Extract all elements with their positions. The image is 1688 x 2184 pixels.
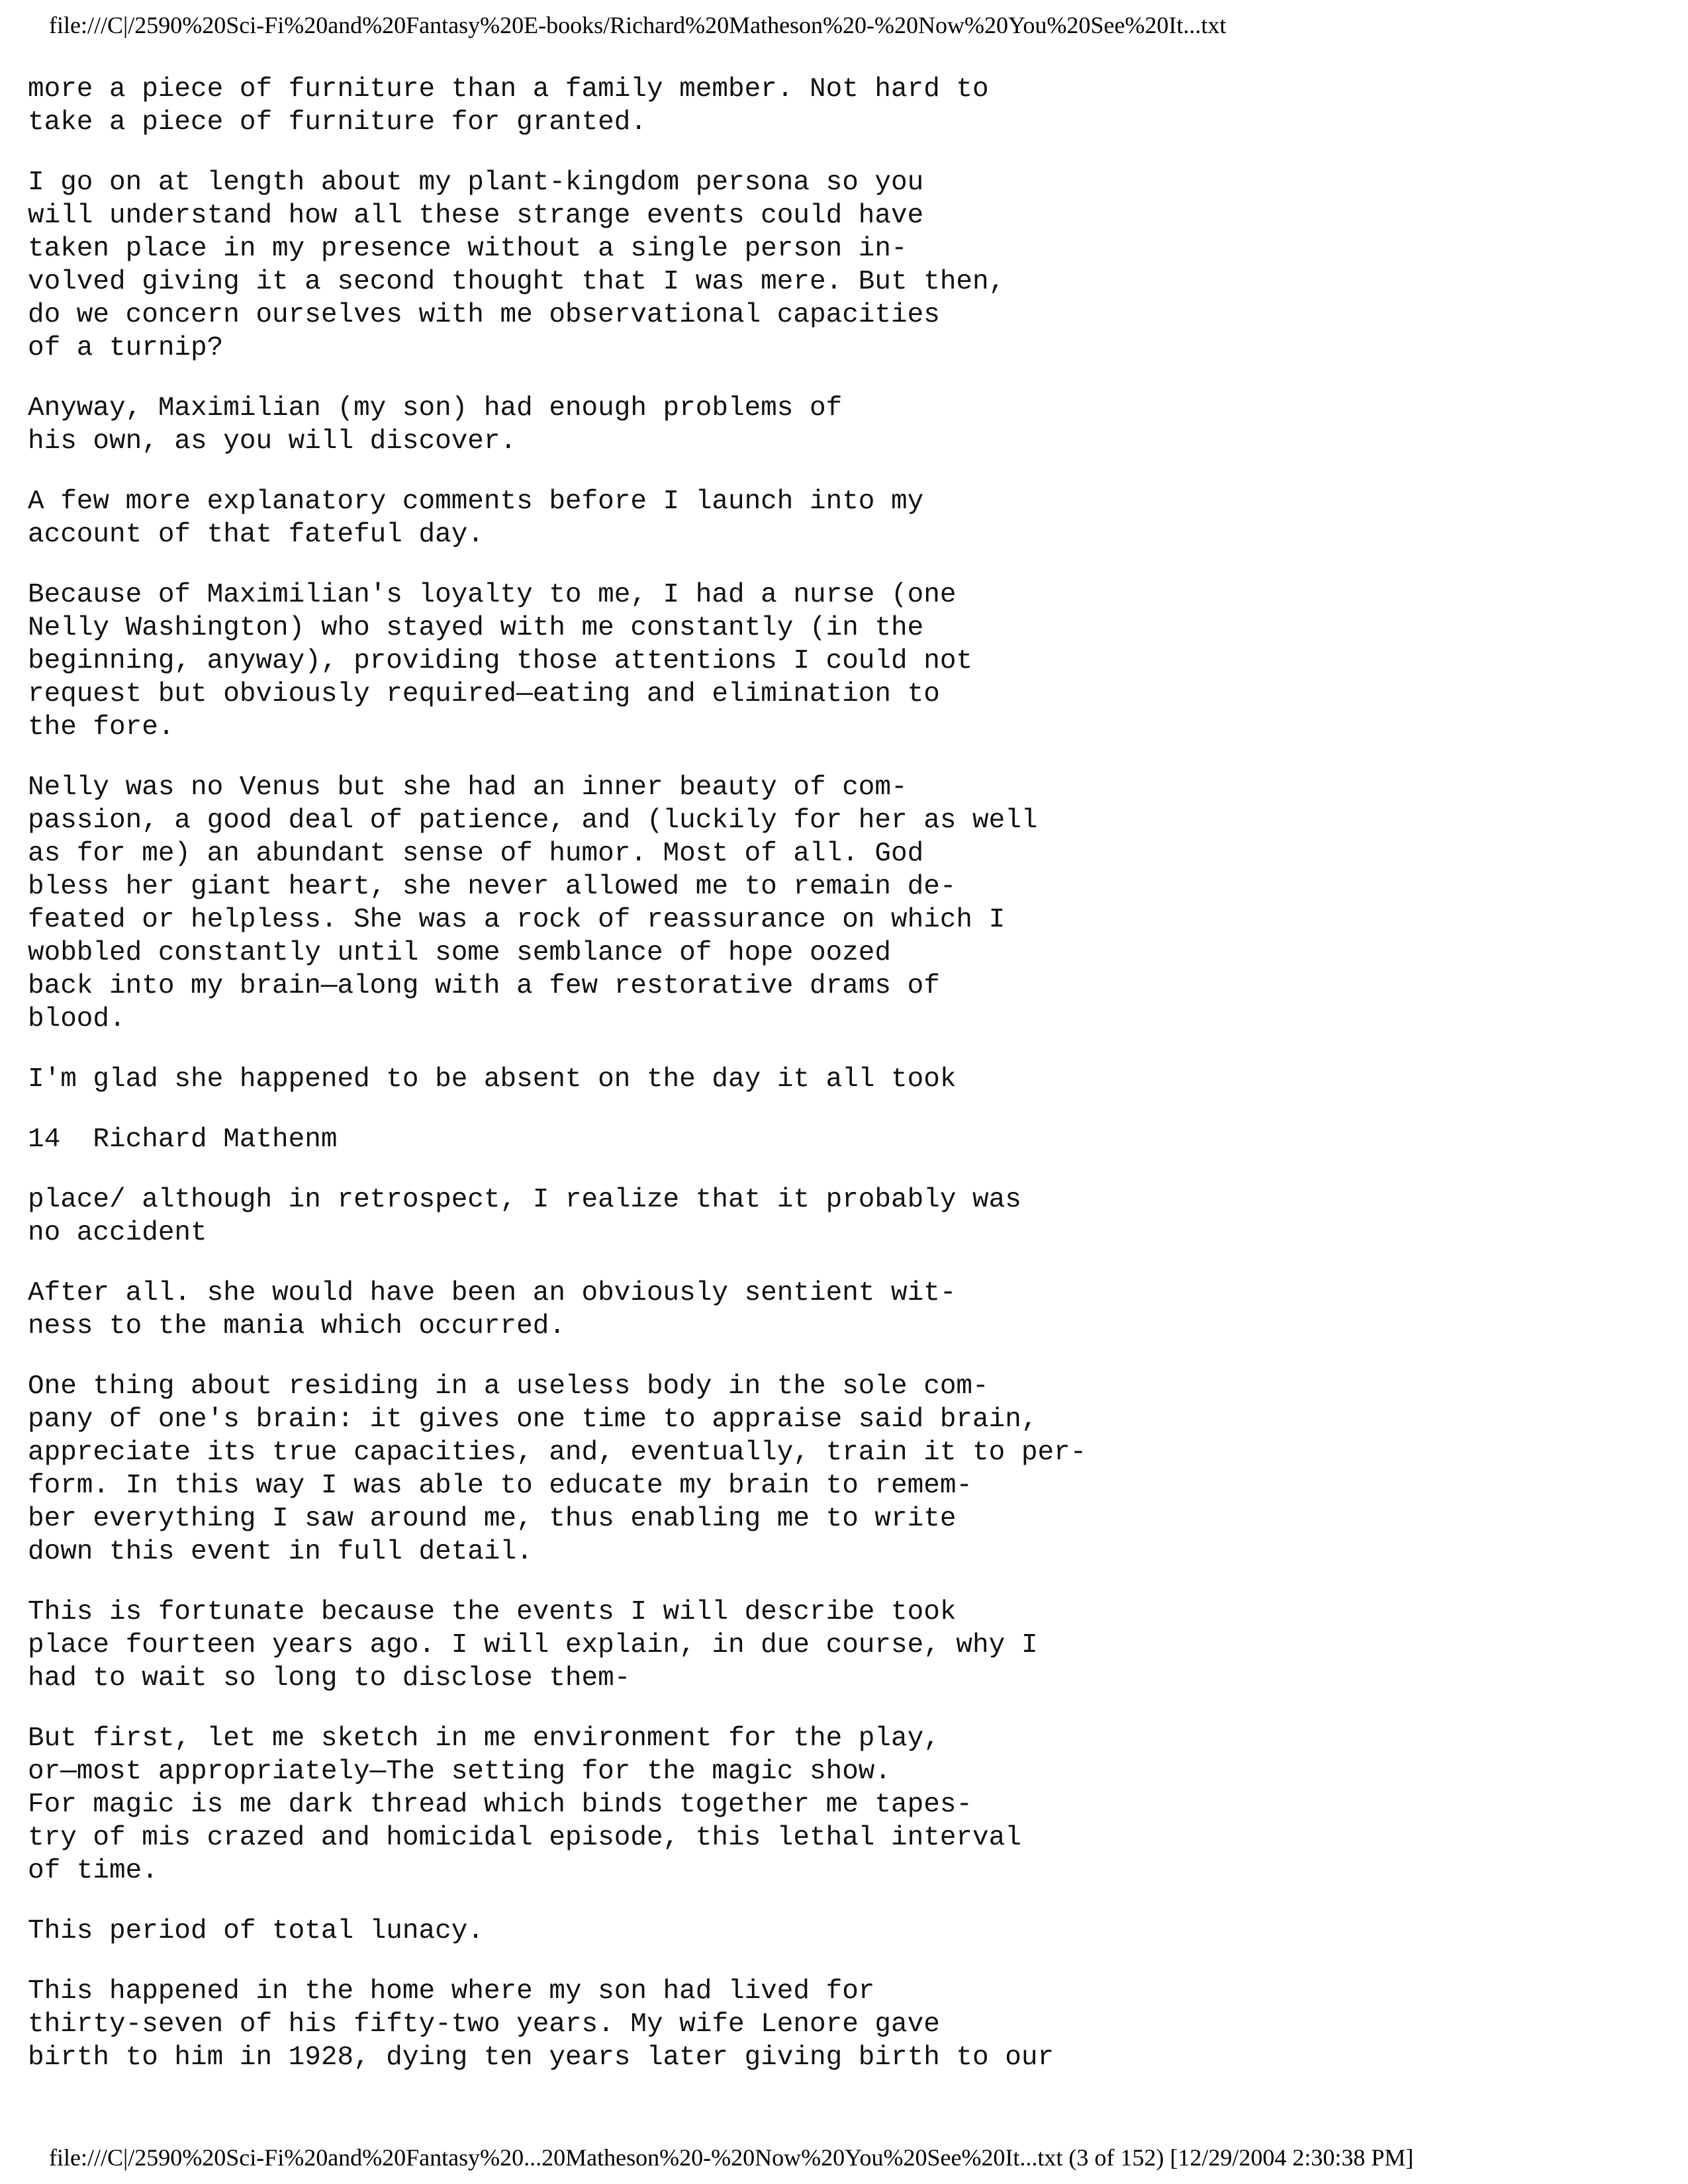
- header-file-path: file:///C|/2590%20Sci-Fi%20and%20Fantasy%20E-books/Richard%20Matheson%20-%20Now%20You%20See%20It...txt: [49, 12, 1227, 38]
- paragraph: [28, 771, 1617, 1036]
- paragraph: [28, 166, 1617, 365]
- text-line: One thing about residing in a useless body in the sole com-: [28, 1371, 989, 1402]
- text-line: Anyway, Maximilian (my son) had enough problems of: [28, 393, 843, 424]
- footer-file-path-and-page-info: file:///C|/2590%20Sci-Fi%20and%20Fantasy%20...20Matheson%20-%20Now%20You%20See%20It...txt (3 of 152) [12/29/2004 2:30:38 PM]: [49, 2144, 1414, 2171]
- paragraph: [28, 1596, 1617, 1695]
- text-line: of time.: [28, 1856, 158, 1886]
- text-line: taken place in my presence without a single person in-: [28, 234, 908, 264]
- paragraph: [28, 1123, 1617, 1156]
- text-line: of a turnip?: [28, 333, 224, 363]
- text-line: or—most appropriately—The setting for the magic show.: [28, 1756, 892, 1787]
- text-line: feated or helpless. She was a rock of reassurance on which I: [28, 905, 1006, 935]
- text-line: place/ although in retrospect, I realize that it probably was: [28, 1185, 1021, 1215]
- paragraph: [28, 1370, 1617, 1569]
- paragraph: [28, 578, 1617, 744]
- text-line: try of mis crazed and homicidal episode, this lethal interval: [28, 1823, 1021, 1853]
- text-line: the fore.: [28, 712, 175, 743]
- text-line: wobbled constantly until some semblance of hope oozed: [28, 938, 892, 968]
- text-line: Nelly was no Venus but she had an inner beauty of com-: [28, 772, 908, 803]
- text-line: as for me) an abundant sense of humor. Most of all. God: [28, 839, 924, 869]
- text-line: beginning, anyway), providing those attentions I could not: [28, 646, 973, 676]
- text-line: A few more explanatory comments before I launch into my: [28, 486, 924, 517]
- text-line: This happened in the home where my son had lived for: [28, 1976, 875, 2007]
- text-line: ber everything I saw around me, thus enabling me to write: [28, 1504, 957, 1534]
- text-line: Because of Maximilian's loyalty to me, I had a nurse (one: [28, 580, 957, 610]
- text-line: I'm glad she happened to be absent on the day it all took: [28, 1064, 957, 1095]
- text-line: I go on at length about my plant-kingdom persona so you: [28, 167, 924, 198]
- paragraph: [28, 1183, 1617, 1250]
- paragraph: [28, 1915, 1617, 1948]
- paragraph: [28, 73, 1617, 139]
- paragraph: [28, 1063, 1617, 1096]
- text-line: ness to the mania which occurred.: [28, 1311, 565, 1342]
- paragraph: [28, 1975, 1617, 2074]
- text-line: down this event in full detail.: [28, 1537, 533, 1567]
- text-line: no accident: [28, 1218, 207, 1248]
- paragraph: [28, 392, 1617, 458]
- text-line: For magic is me dark thread which binds together me tapes-: [28, 1790, 973, 1820]
- text-line: form. In this way I was able to educate my brain to remem-: [28, 1471, 973, 1501]
- document-body: [28, 73, 1617, 2101]
- text-line: take a piece of furniture for granted.: [28, 107, 647, 138]
- text-line: will understand how all these strange events could have: [28, 201, 924, 231]
- text-line: back into my brain—along with a few restorative drams of: [28, 971, 940, 1001]
- text-line: volved giving it a second thought that I was mere. But then,: [28, 267, 1006, 297]
- text-line: his own, as you will discover.: [28, 426, 517, 457]
- text-line: Nelly Washington) who stayed with me constantly (in the: [28, 613, 924, 643]
- paragraph: [28, 1277, 1617, 1343]
- text-line: do we concern ourselves with me observational capacities: [28, 300, 940, 330]
- text-line: This is fortunate because the events I will describe took: [28, 1597, 957, 1627]
- text-line: pany of one's brain: it gives one time to appraise said brain,: [28, 1404, 1038, 1435]
- text-line: 14 Richard Mathenm: [28, 1124, 338, 1155]
- text-line: account of that fateful day.: [28, 520, 484, 550]
- text-line: had to wait so long to disclose them-: [28, 1663, 631, 1694]
- text-line: After all. she would have been an obviously sentient wit-: [28, 1278, 957, 1308]
- text-line: blood.: [28, 1004, 126, 1034]
- text-line: thirty-seven of his fifty-two years. My wife Lenore gave: [28, 2009, 940, 2040]
- paragraph: [28, 1722, 1617, 1888]
- text-line: request but obviously required—eating and elimination to: [28, 679, 940, 709]
- text-line: birth to him in 1928, dying ten years later giving birth to our: [28, 2042, 1055, 2073]
- text-line: But first, let me sketch in me environment for the play,: [28, 1723, 940, 1754]
- text-line: This period of total lunacy.: [28, 1916, 484, 1946]
- text-line: place fourteen years ago. I will explain, in due course, why I: [28, 1630, 1038, 1661]
- text-line: more a piece of furniture than a family member. Not hard to: [28, 74, 989, 105]
- text-line: appreciate its true capacities, and, eventually, train it to per-: [28, 1437, 1087, 1468]
- text-line: passion, a good deal of patience, and (luckily for her as well: [28, 805, 1038, 836]
- paragraph: [28, 485, 1617, 551]
- text-line: bless her giant heart, she never allowed me to remain de-: [28, 872, 957, 902]
